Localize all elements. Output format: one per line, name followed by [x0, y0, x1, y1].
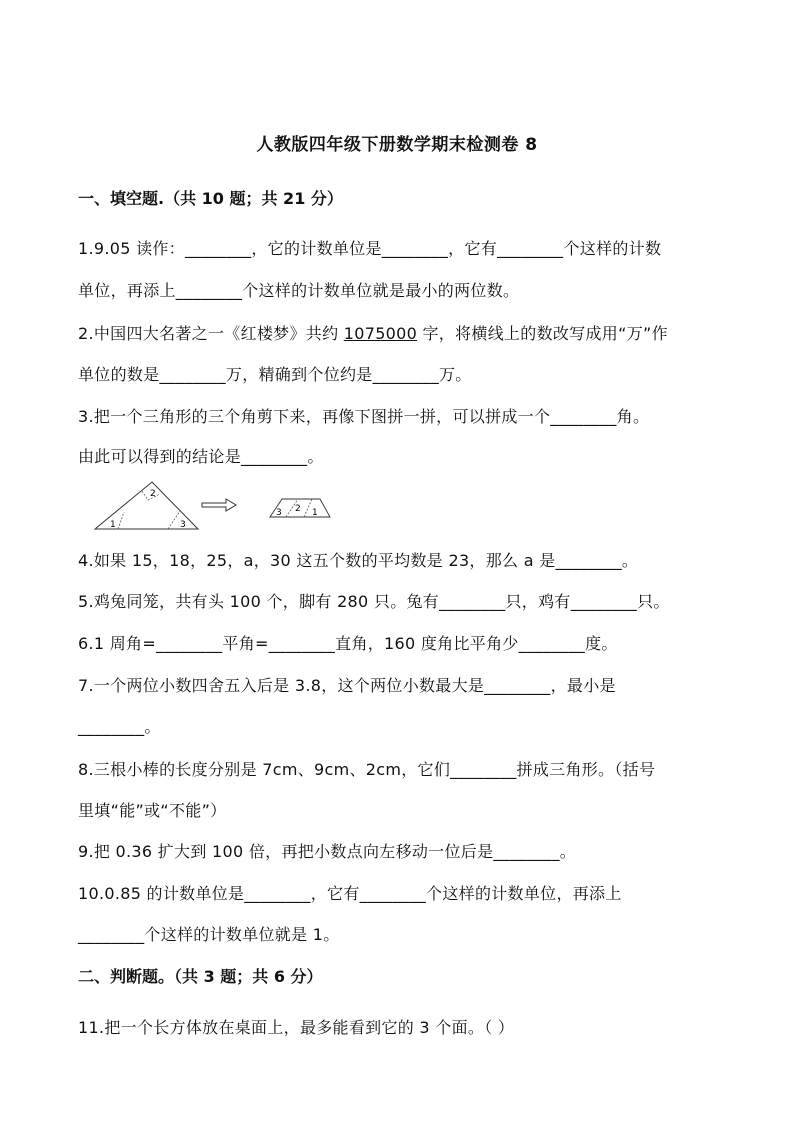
- question-2-line-2: 单位的数是________万，精确到个位约是________万。: [78, 365, 472, 384]
- angle-cut-line-left: [118, 512, 124, 529]
- question-1-line-2: 单位，再添上________个这样的计数单位就是最小的两位数。: [78, 281, 520, 300]
- angle-cut-line-right: [168, 511, 180, 529]
- question-11: 11.把一个长方体放在桌面上，最多能看到它的 3 个面。（ ）: [78, 1018, 515, 1037]
- question-4: 4.如果 15，18，25，a，30 这五个数的平均数是 23，那么 a 是________。: [78, 551, 639, 570]
- triangle-angles-figure: [90, 474, 350, 534]
- question-2-line-1: [78, 321, 728, 344]
- question-3-line-2: 由此可以得到的结论是________。: [78, 447, 324, 466]
- angle-label: 1: [312, 508, 318, 518]
- right-arrow-icon: [202, 499, 236, 511]
- question-10-line-1: 10.0.85 的计数单位是________，它有________个这样的计数单位，再添上: [78, 884, 622, 903]
- angle-label: 2: [150, 489, 156, 499]
- page-title: 人教版四年级下册数学期末检测卷 8: [256, 135, 538, 155]
- question-8-line-1: 8.三根小棒的长度分别是 7cm、9cm、2cm，它们________拼成三角形。（括号: [78, 760, 656, 779]
- question-8-line-2: 里填“能”或“不能”）: [78, 801, 227, 820]
- section-heading-true-false: 二、判断题。（共 3 题；共 6 分）: [78, 967, 323, 986]
- question-2-text-post: 字，将横线上的数改写成用“万”作: [417, 324, 668, 343]
- question-3-line-1: 3.把一个三角形的三个角剪下来，再像下图拼一拼，可以拼成一个________角。: [78, 407, 650, 426]
- angle-label: 2: [295, 504, 301, 514]
- question-7-line-2: ________。: [78, 717, 161, 736]
- question-10-line-2: ________个这样的计数单位就是 1。: [78, 925, 340, 944]
- question-7-line-1: 7.一个两位小数四舍五入后是 3.8，这个两位小数最大是________，最小是: [78, 676, 616, 695]
- angle-label: 3: [180, 520, 186, 530]
- angle-label: 1: [110, 520, 116, 530]
- divider-line: [304, 499, 312, 517]
- section-heading-fill-blank: 一、填空题.（共 10 题；共 21 分）: [78, 189, 343, 208]
- question-6: 6.1 周角=________平角=________直角，160 度角比平角少________度。: [78, 634, 618, 653]
- question-1-line-1: 1.9.05 读作：________，它的计数单位是________，它有________个这样的计数: [78, 239, 662, 258]
- question-5: 5.鸡兔同笼，共有头 100 个，脚有 280 只。兔有________只，鸡有________只。: [78, 592, 670, 611]
- angle-label: 3: [276, 508, 282, 518]
- question-9: 9.把 0.36 扩大到 100 倍，再把小数点向左移动一位后是________。: [78, 842, 577, 861]
- underlined-number: 1075000: [343, 324, 418, 343]
- question-2-text-pre: 2.中国四大名著之一《红楼梦》共约: [78, 324, 344, 343]
